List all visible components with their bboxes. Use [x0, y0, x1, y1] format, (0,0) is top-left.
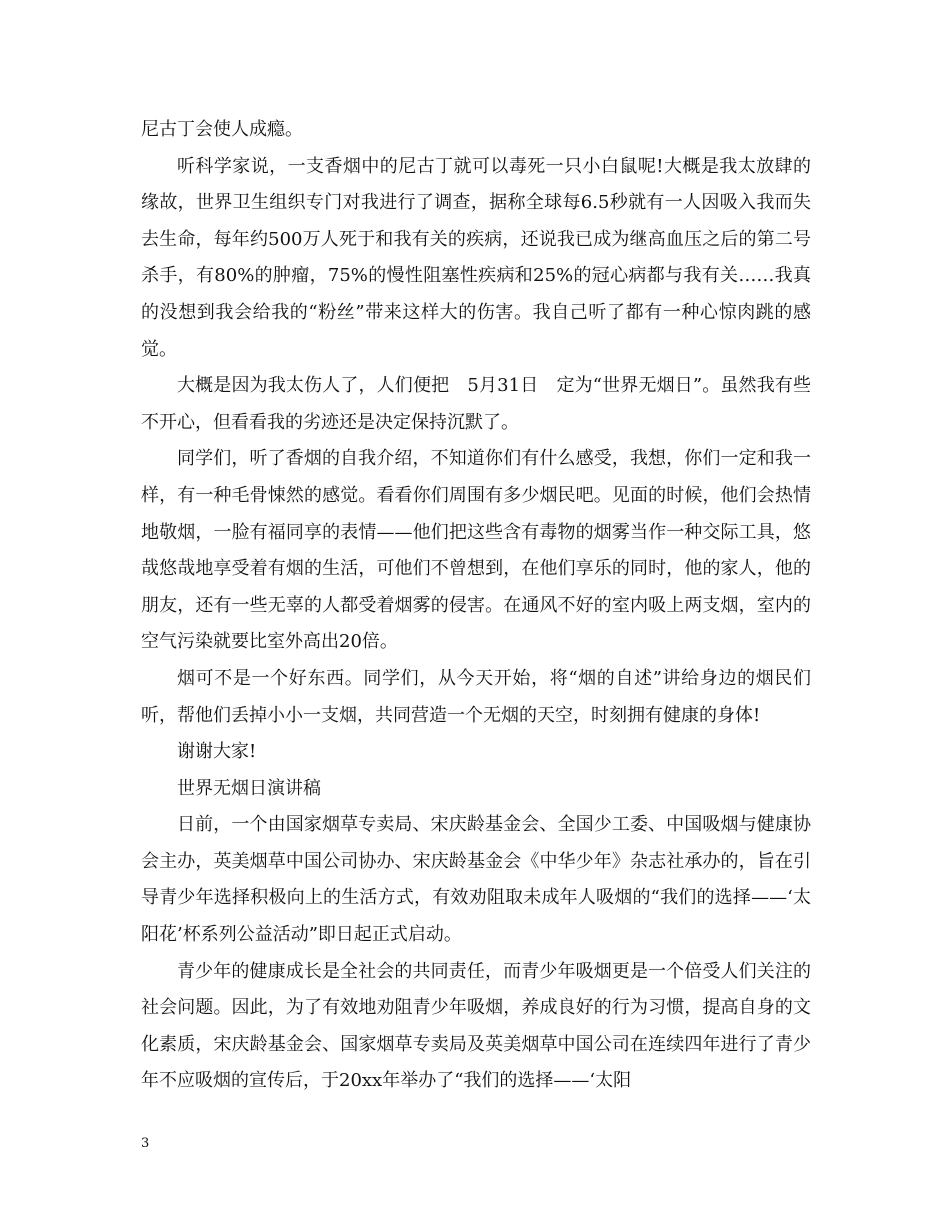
page-number: 3	[141, 1136, 150, 1151]
paragraph: 同学们，听了香烟的自我介绍，不知道你们有什么感受，我想，你们一定和我一样，有一种毛骨悚然的感觉。看看你们周围有多少烟民吧。见面的时候，他们会热情地敬烟，一脸有福同享的表情——他们把这些含有毒物的烟雾当作一种交际工具，悠哉悠哉地享受着有烟的生活，可他们不曾想到，在他们享乐的同时，他的家人，他的朋友，还有一些无辜的人都受着烟雾的侵害。在通风不好的室内吸上两支烟，室内的空气污染就要比室外高出20倍。	[141, 448, 811, 653]
section-heading: 世界无烟日演讲稿	[177, 777, 321, 799]
paragraph: 谢谢大家!	[177, 741, 257, 763]
paragraph: 青少年的健康成长是全社会的共同责任，而青少年吸烟更是一个倍受人们关注的社会问题。因此，为了有效地劝阻青少年吸烟，养成良好的行为习惯，提高自身的文化素质，宋庆龄基金会、国家烟草专卖局及英美烟草中国公司在连续四年进行了青少年不应吸烟的宣传后，于20xx年举办了“我们的选择——‘太阳	[141, 960, 811, 1092]
paragraph: 尼古丁会使人成瘾。	[141, 119, 303, 140]
paragraph: 听科学家说，一支香烟中的尼古丁就可以毒死一只小白鼠呢!大概是我太放肆的缘故，世界卫生组织专门对我进行了调查，据称全球每6.5秒就有一人因吸入我而失去生命，每年约500万人死于和我有关的疾病，还说我已成为继高血压之后的第二号杀手，有80%的肿瘤，75%的慢性阻塞性疾病和25%的冠心病都与我有关……我真的没想到我会给我的“粉丝”带来这样大的伤害。我自己听了都有一种心惊肉跳的感觉。	[141, 155, 811, 360]
paragraph: 烟可不是一个好东西。同学们，从今天开始，将“烟的自述”讲给身边的烟民们听，帮他们丢掉小小一支烟，共同营造一个无烟的天空，时刻拥有健康的身体!	[141, 667, 811, 726]
body-text	[141, 112, 811, 1100]
paragraph: 大概是因为我太伤人了，人们便把 5月31日 定为“世界无烟日”。虽然我有些不开心，但看看我的劣迹还是决定保持沉默了。	[141, 375, 811, 433]
paragraph: 日前，一个由国家烟草专卖局、宋庆龄基金会、全国少工委、中国吸烟与健康协会主办，英美烟草中国公司协办、宋庆龄基金会《中华少年》杂志社承办的，旨在引导青少年选择积极向上的生活方式，有效劝阻取未成年人吸烟的“我们的选择——‘太阳花’杯系列公益活动”即日起正式启动。	[141, 814, 811, 946]
